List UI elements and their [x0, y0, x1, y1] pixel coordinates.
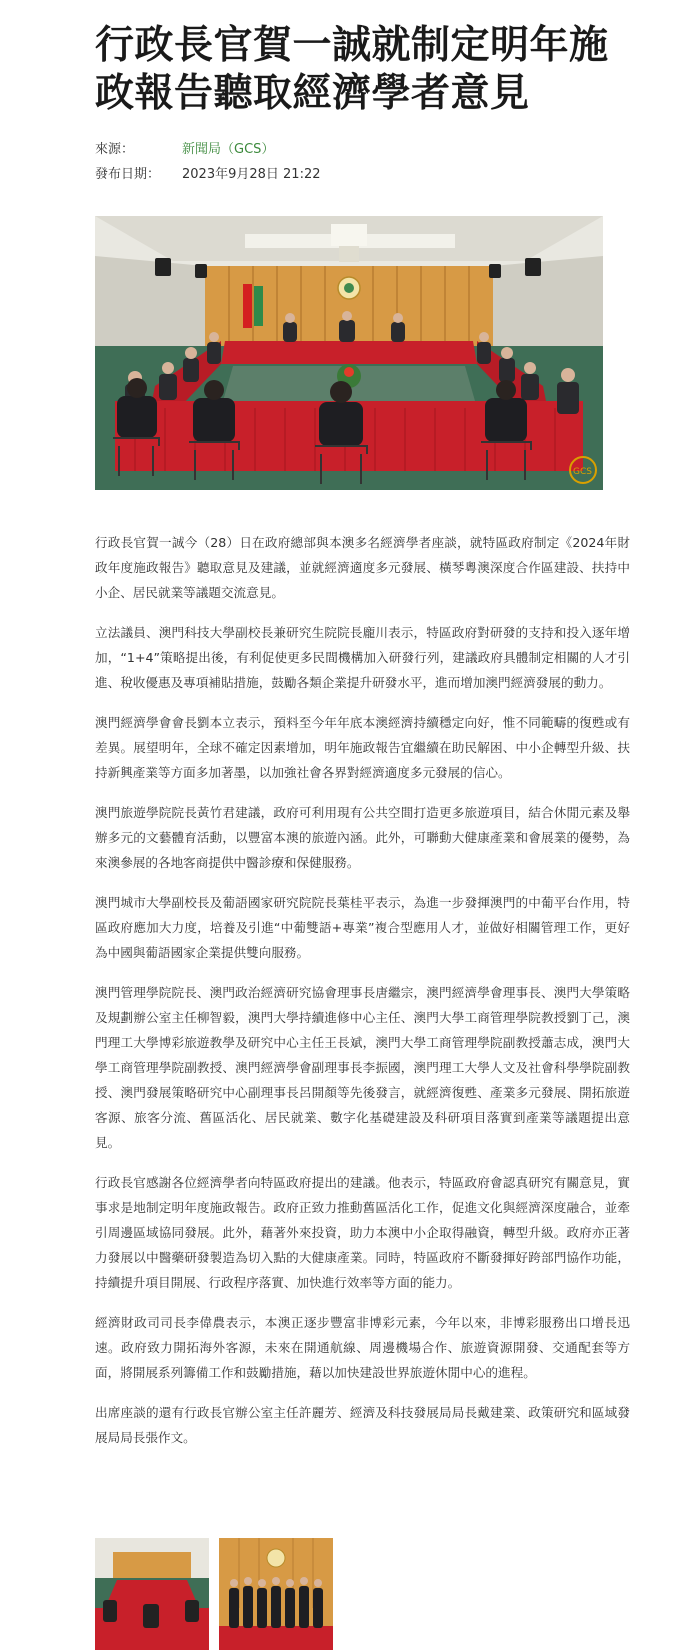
paragraph: 出席座談的還有行政長官辦公室主任許麗芳、經濟及科技發展局局長戴建業、政策研究和區域發展局局長張作文。 [95, 1405, 630, 1445]
page-title: 行政長官賀一誠就制定明年施政報告聽取經濟學者意見 [95, 23, 609, 116]
article-body [95, 530, 630, 1465]
gallery-thumbnail[interactable] [95, 1538, 209, 1650]
source-row [95, 141, 630, 159]
main-photo[interactable] [95, 216, 603, 490]
paragraph: 澳門城市大學副校長及葡語國家研究院院長葉桂平表示，為進一步發揮澳門的中葡平台作用，特區政府應加大力度，培養及引進“中葡雙語+專業”複合型應用人才，並做好相關管理工作，更好為中國與葡語國家企業提供雙向服務。 [95, 895, 630, 960]
gallery-thumbnail[interactable] [219, 1538, 333, 1650]
publish-date: 2023年9月28日 21:22 [182, 167, 321, 182]
paragraph: 澳門經濟學會會長劉本立表示，預料至今年年底本澳經濟持續穩定向好，惟不同範疇的復甦或有差異。展望明年，全球不確定因素增加，明年施政報告宜繼續在助民解困、中小企轉型升級、扶持新興產業等方面多加著墨，以加強社會各界對經濟適度多元發展的信心。 [95, 715, 630, 780]
paragraph: 澳門旅遊學院院長黃竹君建議，政府可利用現有公共空間打造更多旅遊項目，結合休閒元素及舉辦多元的文藝體育活動，以豐富本澳的旅遊內涵。此外，可聯動大健康產業和會展業的優勢，為來澳參展的各地客商提供中醫診療和保健服務。 [95, 805, 630, 870]
paragraph: 行政長官賀一誠今（28）日在政府總部與本澳多名經濟學者座談，就特區政府制定《2024年財政年度施政報告》聽取意見及建議，並就經濟適度多元發展、橫琴粵澳深度合作區建設、扶持中小企、居民就業等議題交流意見。 [95, 535, 630, 600]
paragraph: 經濟財政司司長李偉農表示，本澳正逐步豐富非博彩元素，今年以來，非博彩服務出口增長迅速。政府致力開拓海外客源，未來在開通航線、周邊機場合作、旅遊資源開發、交通配套等方面，將開展系列籌備工作和鼓勵措施，藉以加快建設世界旅遊休閒中心的進程。 [95, 1315, 630, 1380]
paragraph: 立法議員、澳門科技大學副校長兼研究生院院長龐川表示，特區政府對研發的支持和投入逐年增加，“1+4”策略提出後，有利促使更多民間機構加入研發行列，建議政府具體制定相關的人才引進、稅收優惠及專項補貼措施，鼓勵各類企業提升研發水平，進而增加澳門經濟發展的動力。 [95, 625, 630, 690]
paragraph: 行政長官感謝各位經濟學者向特區政府提出的建議。他表示，特區政府會認真研究有關意見，實事求是地制定明年度施政報告。政府正致力推動舊區活化工作，促進文化與經濟深度融合，並牽引周邊區域協同發展。此外，藉著外來投資，助力本澳中小企取得融資，轉型升級。政府亦正著力發展以中醫藥研發製造為切入點的大健康產業。同時，特區政府不斷發揮好跨部門協作功能，持續提升項目開展、行政程序落實、加快進行效率等方面的能力。 [95, 1175, 630, 1290]
date-label: 發布日期： [95, 167, 161, 182]
source-label: 來源： [95, 142, 135, 157]
date-row [95, 166, 630, 184]
paragraph: 澳門管理學院院長、澳門政治經濟研究協會理事長唐繼宗，澳門經濟學會理事長、澳門大學策略及規劃辦公室主任柳智毅，澳門大學持續進修中心主任、澳門大學工商管理學院教授劉丁己，澳門理工大學博彩旅遊教學及研究中心主任王長斌，澳門大學工商管理學院副教授蕭志成，澳門大學工商管理學院副教授、澳門經濟學會副理事長李振國，澳門理工大學人文及社會科學學院副教授、澳門發展策略研究中心副理事長呂開顏等先後發言，就經濟復甦、產業多元發展、開拓旅遊客源、旅客分流、舊區活化、居民就業、數字化基礎建設及科研項目落實到產業等議題提出意見。 [95, 985, 630, 1150]
source-link[interactable]: 新聞局（GCS） [182, 142, 275, 157]
gcs-watermark: GCS [573, 467, 592, 477]
